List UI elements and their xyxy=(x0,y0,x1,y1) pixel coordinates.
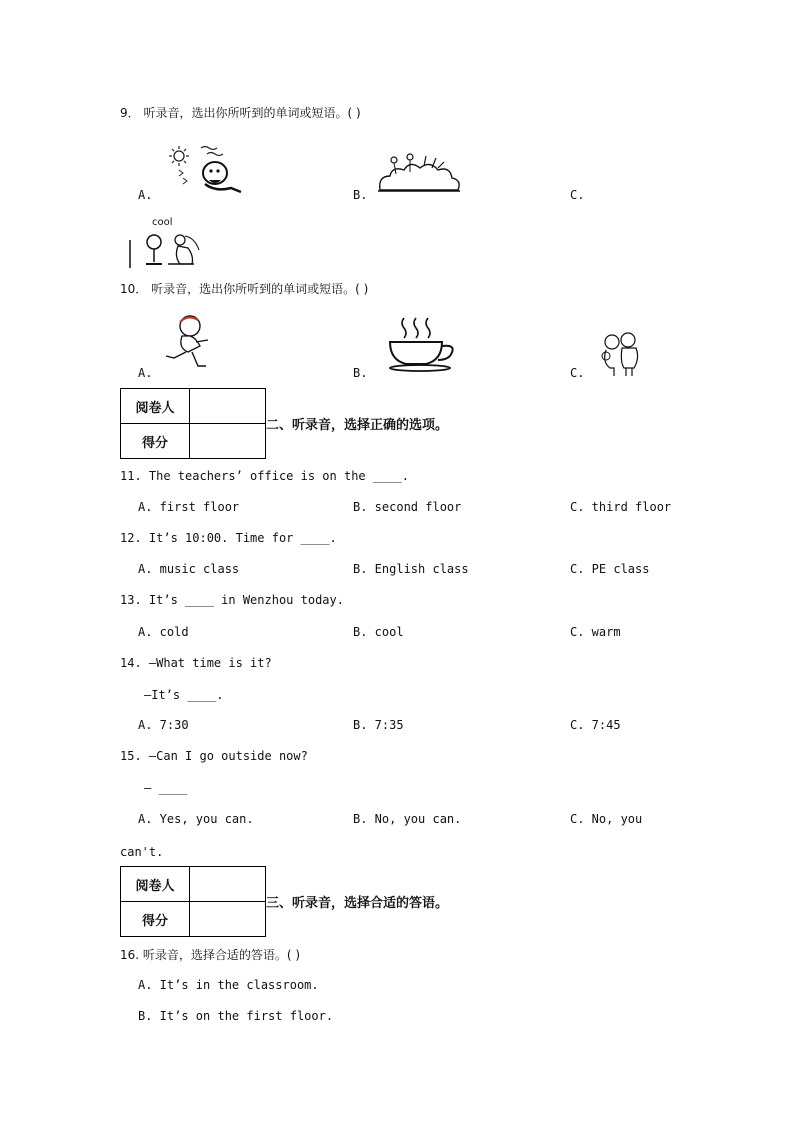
grader-cell[interactable] xyxy=(190,867,266,902)
cool-fan-picture xyxy=(122,212,212,270)
score-cell[interactable] xyxy=(190,424,266,459)
q11-option-b[interactable]: B. second floor xyxy=(353,500,462,514)
q14-option-b[interactable]: B. 7:35 xyxy=(353,718,404,732)
flower-icon xyxy=(391,157,397,163)
grader-label: 阅卷人 xyxy=(121,867,190,902)
q12-option-b[interactable]: B. English class xyxy=(353,562,469,576)
q15-stem: 15. —Can I go outside now? xyxy=(120,749,308,763)
running-boy-picture xyxy=(160,312,216,372)
hot-weather-picture xyxy=(165,140,245,196)
fan-icon xyxy=(147,235,161,249)
q15-answer-line: — ____ xyxy=(144,781,188,795)
q16-option-b[interactable]: B. It’s on the first floor. xyxy=(138,1009,334,1023)
garden-picture xyxy=(376,150,462,196)
q12-option-a[interactable]: A. music class xyxy=(138,562,240,576)
q10-option-c[interactable]: C. xyxy=(570,366,585,380)
grader-cell[interactable] xyxy=(190,389,266,424)
q10-text: 听录音，选出你所听到的单词或短语。( ) xyxy=(151,282,369,296)
grader-label: 阅卷人 xyxy=(121,389,190,424)
q10-stem xyxy=(120,280,368,297)
q11-option-c[interactable]: C. third floor xyxy=(570,500,672,514)
section2-score-box xyxy=(120,388,266,459)
hot-tea-cup-picture xyxy=(386,314,462,372)
q14-option-c[interactable]: C. 7:45 xyxy=(570,718,621,732)
q9-stem xyxy=(120,104,361,121)
q12-option-c[interactable]: C. PE class xyxy=(570,562,650,576)
q14-stem: 14. —What time is it? xyxy=(120,656,272,670)
q9-option-c[interactable]: C. xyxy=(570,188,585,202)
q11-stem: 11. The teachers’ office is on the ____. xyxy=(120,469,409,483)
section3-title: 三、听录音，选择合适的答语。 xyxy=(266,896,449,911)
q9-number: 9． xyxy=(120,106,140,120)
sun-icon xyxy=(174,151,184,161)
q13-option-a[interactable]: A. cold xyxy=(138,625,189,639)
q16-stem: 16. 听录音，选择合适的答语。( ) xyxy=(120,948,301,962)
q14-option-a[interactable]: A. 7:30 xyxy=(138,718,189,732)
q16-option-a[interactable]: A. It’s in the classroom. xyxy=(138,978,319,992)
two-children-picture xyxy=(598,330,646,378)
q10-option-b[interactable]: B. xyxy=(353,366,368,380)
flower-icon xyxy=(407,154,413,160)
q9-option-b[interactable]: B. xyxy=(353,188,368,202)
q9-option-a[interactable]: A. xyxy=(138,188,153,202)
q15-option-c-continued: can't. xyxy=(120,845,164,859)
q13-option-b[interactable]: B. cool xyxy=(353,625,404,639)
q15-option-b[interactable]: B. No, you can. xyxy=(353,812,462,826)
q13-stem: 13. It’s ____ in Wenzhou today. xyxy=(120,593,344,607)
q10-option-a[interactable]: A. xyxy=(138,366,153,380)
score-label: 得分 xyxy=(121,424,190,459)
section3-score-box xyxy=(120,866,266,937)
q15-option-c[interactable]: C. No, you xyxy=(570,812,643,826)
q11-option-a[interactable]: A. first floor xyxy=(138,500,240,514)
cool-label: cool xyxy=(152,217,173,228)
q10-number: 10． xyxy=(120,282,148,296)
q9-text: 听录音，选出你所听到的单词或短语。( ) xyxy=(143,106,361,120)
q12-stem: 12. It’s 10:00. Time for ____. xyxy=(120,531,337,545)
section2-title: 二、听录音，选择正确的选项。 xyxy=(266,418,449,433)
cup-icon xyxy=(390,342,442,364)
q13-option-c[interactable]: C. warm xyxy=(570,625,621,639)
score-cell[interactable] xyxy=(190,902,266,937)
q15-option-a[interactable]: A. Yes, you can. xyxy=(138,812,254,826)
score-label: 得分 xyxy=(121,902,190,937)
q14-answer-line: —It’s ____. xyxy=(144,688,224,702)
